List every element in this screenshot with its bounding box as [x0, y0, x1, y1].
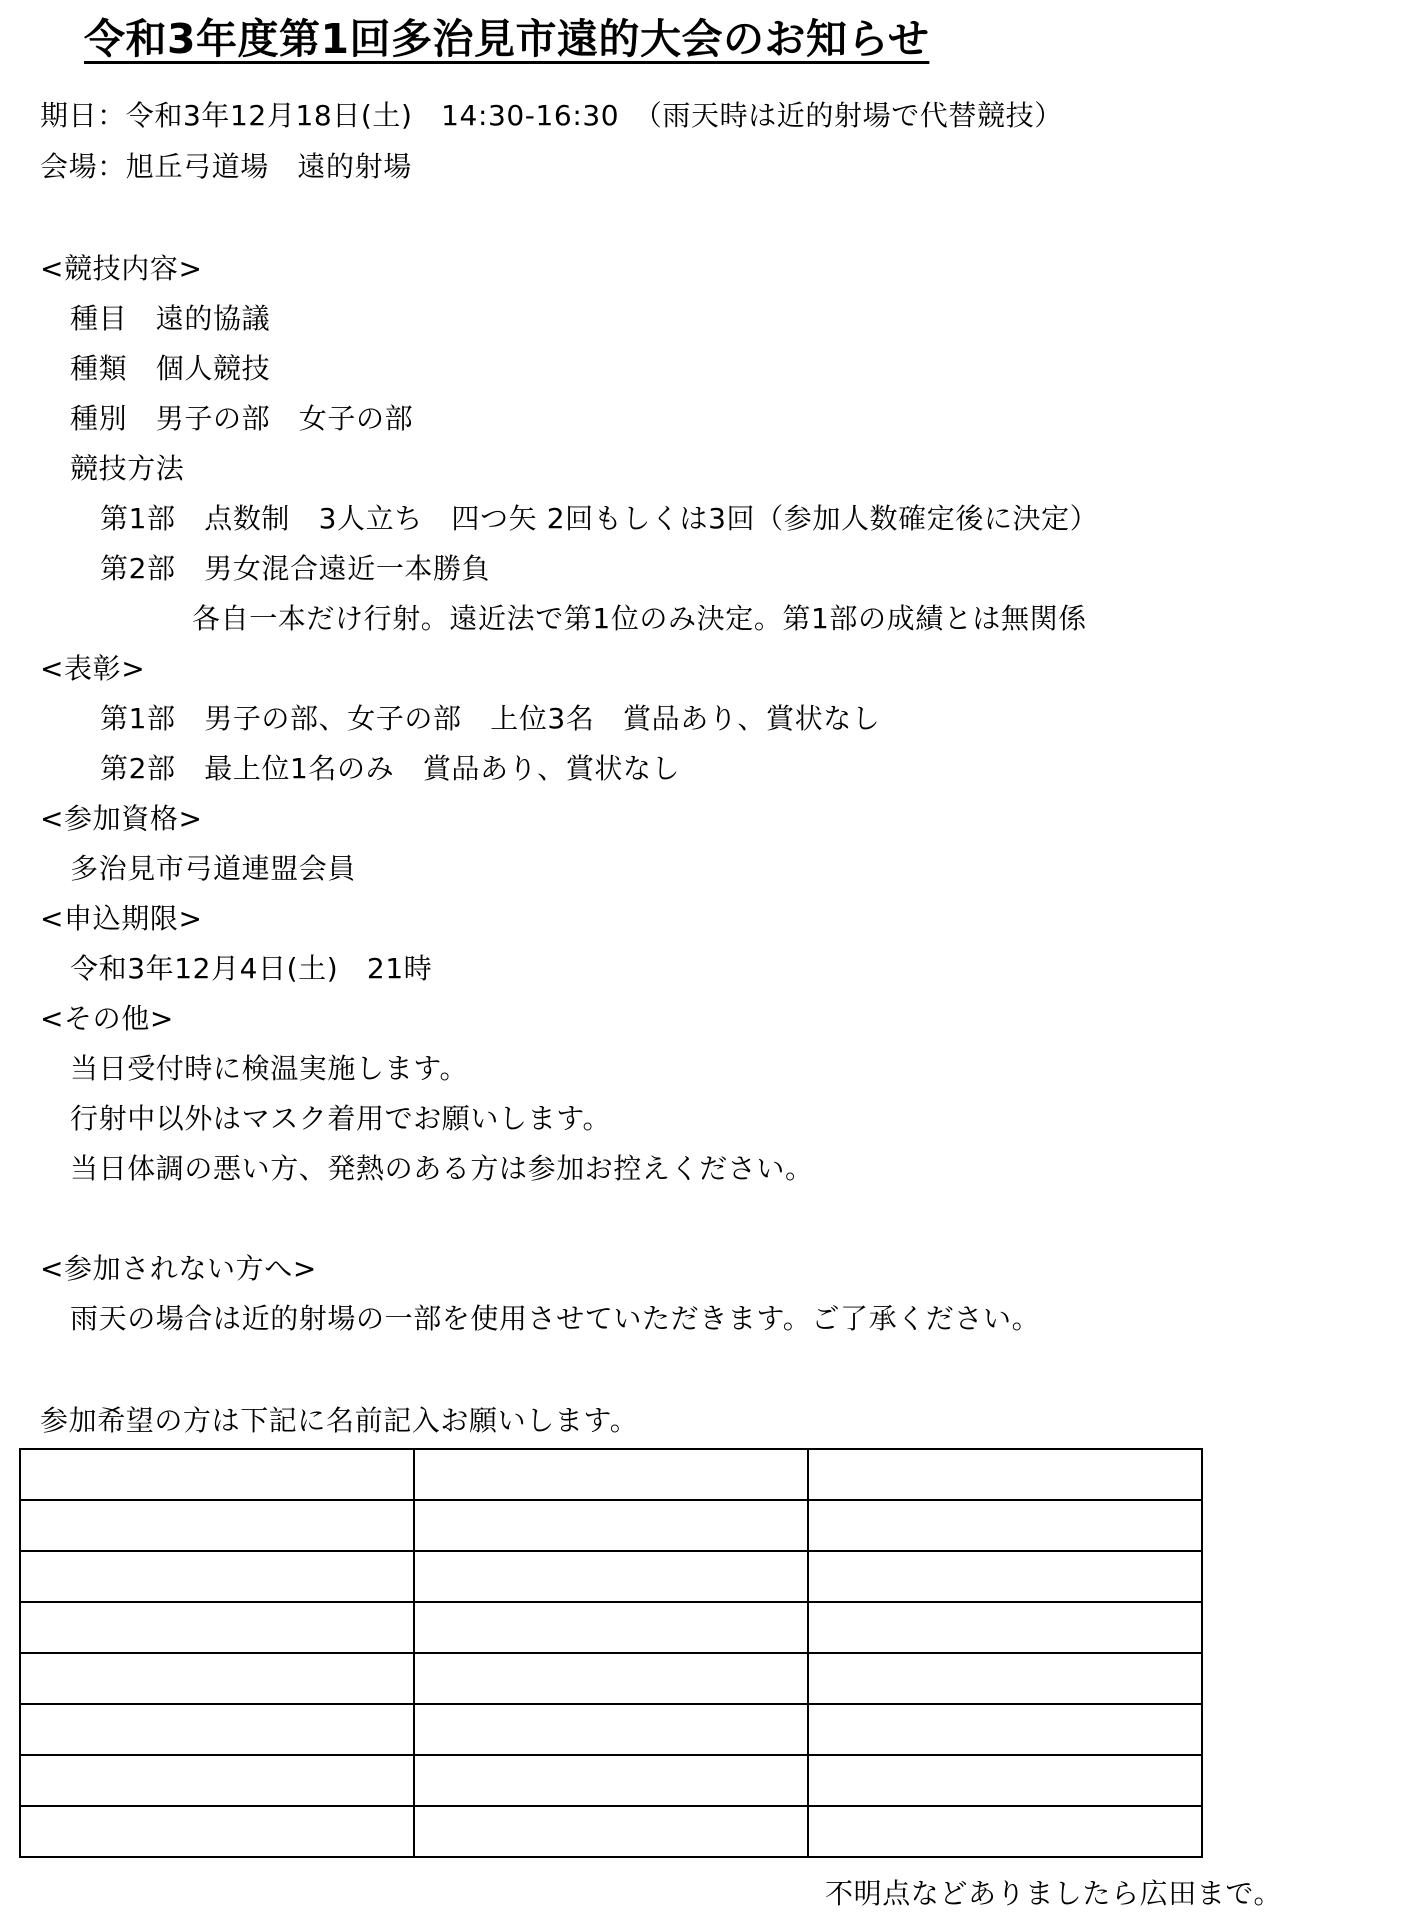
- competition-part1: 第1部 点数制 3人立ち 四つ矢 2回もしくは3回（参加人数確定後に決定）: [100, 502, 1099, 535]
- name-entry-cell[interactable]: [414, 1704, 808, 1755]
- awards-part1: 第1部 男子の部、女子の部 上位3名 賞品あり、賞状なし: [100, 702, 881, 735]
- page-title: 令和3年度第1回多治見市遠的大会のお知らせ: [84, 15, 930, 63]
- name-entry-cell[interactable]: [20, 1806, 414, 1857]
- competition-kind: 種類 個人競技: [70, 352, 271, 385]
- signup-row: [20, 1806, 1202, 1857]
- name-entry-cell[interactable]: [808, 1806, 1202, 1857]
- deadline-text: 令和3年12月4日(土) 21時: [70, 952, 433, 985]
- signup-table-body: [20, 1449, 1202, 1857]
- deadline-heading: <申込期限>: [40, 902, 203, 935]
- signup-row: [20, 1500, 1202, 1551]
- signup-row: [20, 1653, 1202, 1704]
- non-participants-text: 雨天の場合は近的射場の一部を使用させていただきます。ご了承ください。: [70, 1302, 1041, 1335]
- event-date: 期日：令和3年12月18日(土) 14:30-16:30 （雨天時は近的射場で代替競技）: [40, 99, 1063, 132]
- eligibility-text: 多治見市弓道連盟会員: [70, 852, 357, 885]
- other-item: 行射中以外はマスク着用でお願いします。: [70, 1102, 612, 1135]
- name-entry-cell[interactable]: [808, 1602, 1202, 1653]
- name-entry-cell[interactable]: [414, 1500, 808, 1551]
- name-entry-cell[interactable]: [808, 1551, 1202, 1602]
- competition-heading: <競技内容>: [40, 252, 203, 285]
- competition-method-heading: 競技方法: [70, 452, 185, 485]
- name-entry-cell[interactable]: [808, 1755, 1202, 1806]
- name-entry-cell[interactable]: [808, 1653, 1202, 1704]
- other-item: 当日受付時に検温実施します。: [70, 1052, 469, 1085]
- name-entry-cell[interactable]: [20, 1551, 414, 1602]
- name-entry-cell[interactable]: [414, 1755, 808, 1806]
- name-entry-cell[interactable]: [20, 1653, 414, 1704]
- other-item: 当日体調の悪い方、発熱のある方は参加お控えください。: [70, 1152, 814, 1185]
- name-entry-cell[interactable]: [414, 1551, 808, 1602]
- name-entry-cell[interactable]: [20, 1602, 414, 1653]
- name-entry-cell[interactable]: [20, 1449, 414, 1500]
- awards-heading: <表彰>: [40, 652, 146, 685]
- signup-row: [20, 1755, 1202, 1806]
- name-entry-cell[interactable]: [20, 1704, 414, 1755]
- name-entry-cell[interactable]: [808, 1449, 1202, 1500]
- competition-part2: 第2部 男女混合遠近一本勝負: [100, 552, 491, 585]
- eligibility-heading: <参加資格>: [40, 802, 203, 835]
- name-entry-cell[interactable]: [808, 1500, 1202, 1551]
- name-entry-cell[interactable]: [20, 1755, 414, 1806]
- name-entry-cell[interactable]: [414, 1602, 808, 1653]
- event-venue: 会場：旭丘弓道場 遠的射場: [40, 150, 412, 183]
- name-entry-cell[interactable]: [20, 1500, 414, 1551]
- signup-row: [20, 1551, 1202, 1602]
- competition-part2-note: 各自一本だけ行射。遠近法で第1位のみ決定。第1部の成績とは無関係: [192, 602, 1087, 635]
- awards-part2: 第2部 最上位1名のみ 賞品あり、賞状なし: [100, 752, 681, 785]
- name-entry-cell[interactable]: [414, 1449, 808, 1500]
- non-participants-heading: <参加されない方へ>: [40, 1252, 317, 1285]
- signup-instruction: 参加希望の方は下記に名前記入お願いします。: [40, 1404, 639, 1437]
- signup-table: [19, 1448, 1203, 1858]
- name-entry-cell[interactable]: [808, 1704, 1202, 1755]
- competition-category: 種別 男子の部 女子の部: [70, 402, 414, 435]
- competition-event: 種目 遠的協議: [70, 302, 271, 335]
- signup-row: [20, 1602, 1202, 1653]
- name-entry-cell[interactable]: [414, 1653, 808, 1704]
- contact-note: 不明点などありましたら広田まで。: [825, 1877, 1283, 1910]
- signup-row: [20, 1704, 1202, 1755]
- name-entry-cell[interactable]: [414, 1806, 808, 1857]
- signup-row: [20, 1449, 1202, 1500]
- other-heading: <その他>: [40, 1002, 174, 1035]
